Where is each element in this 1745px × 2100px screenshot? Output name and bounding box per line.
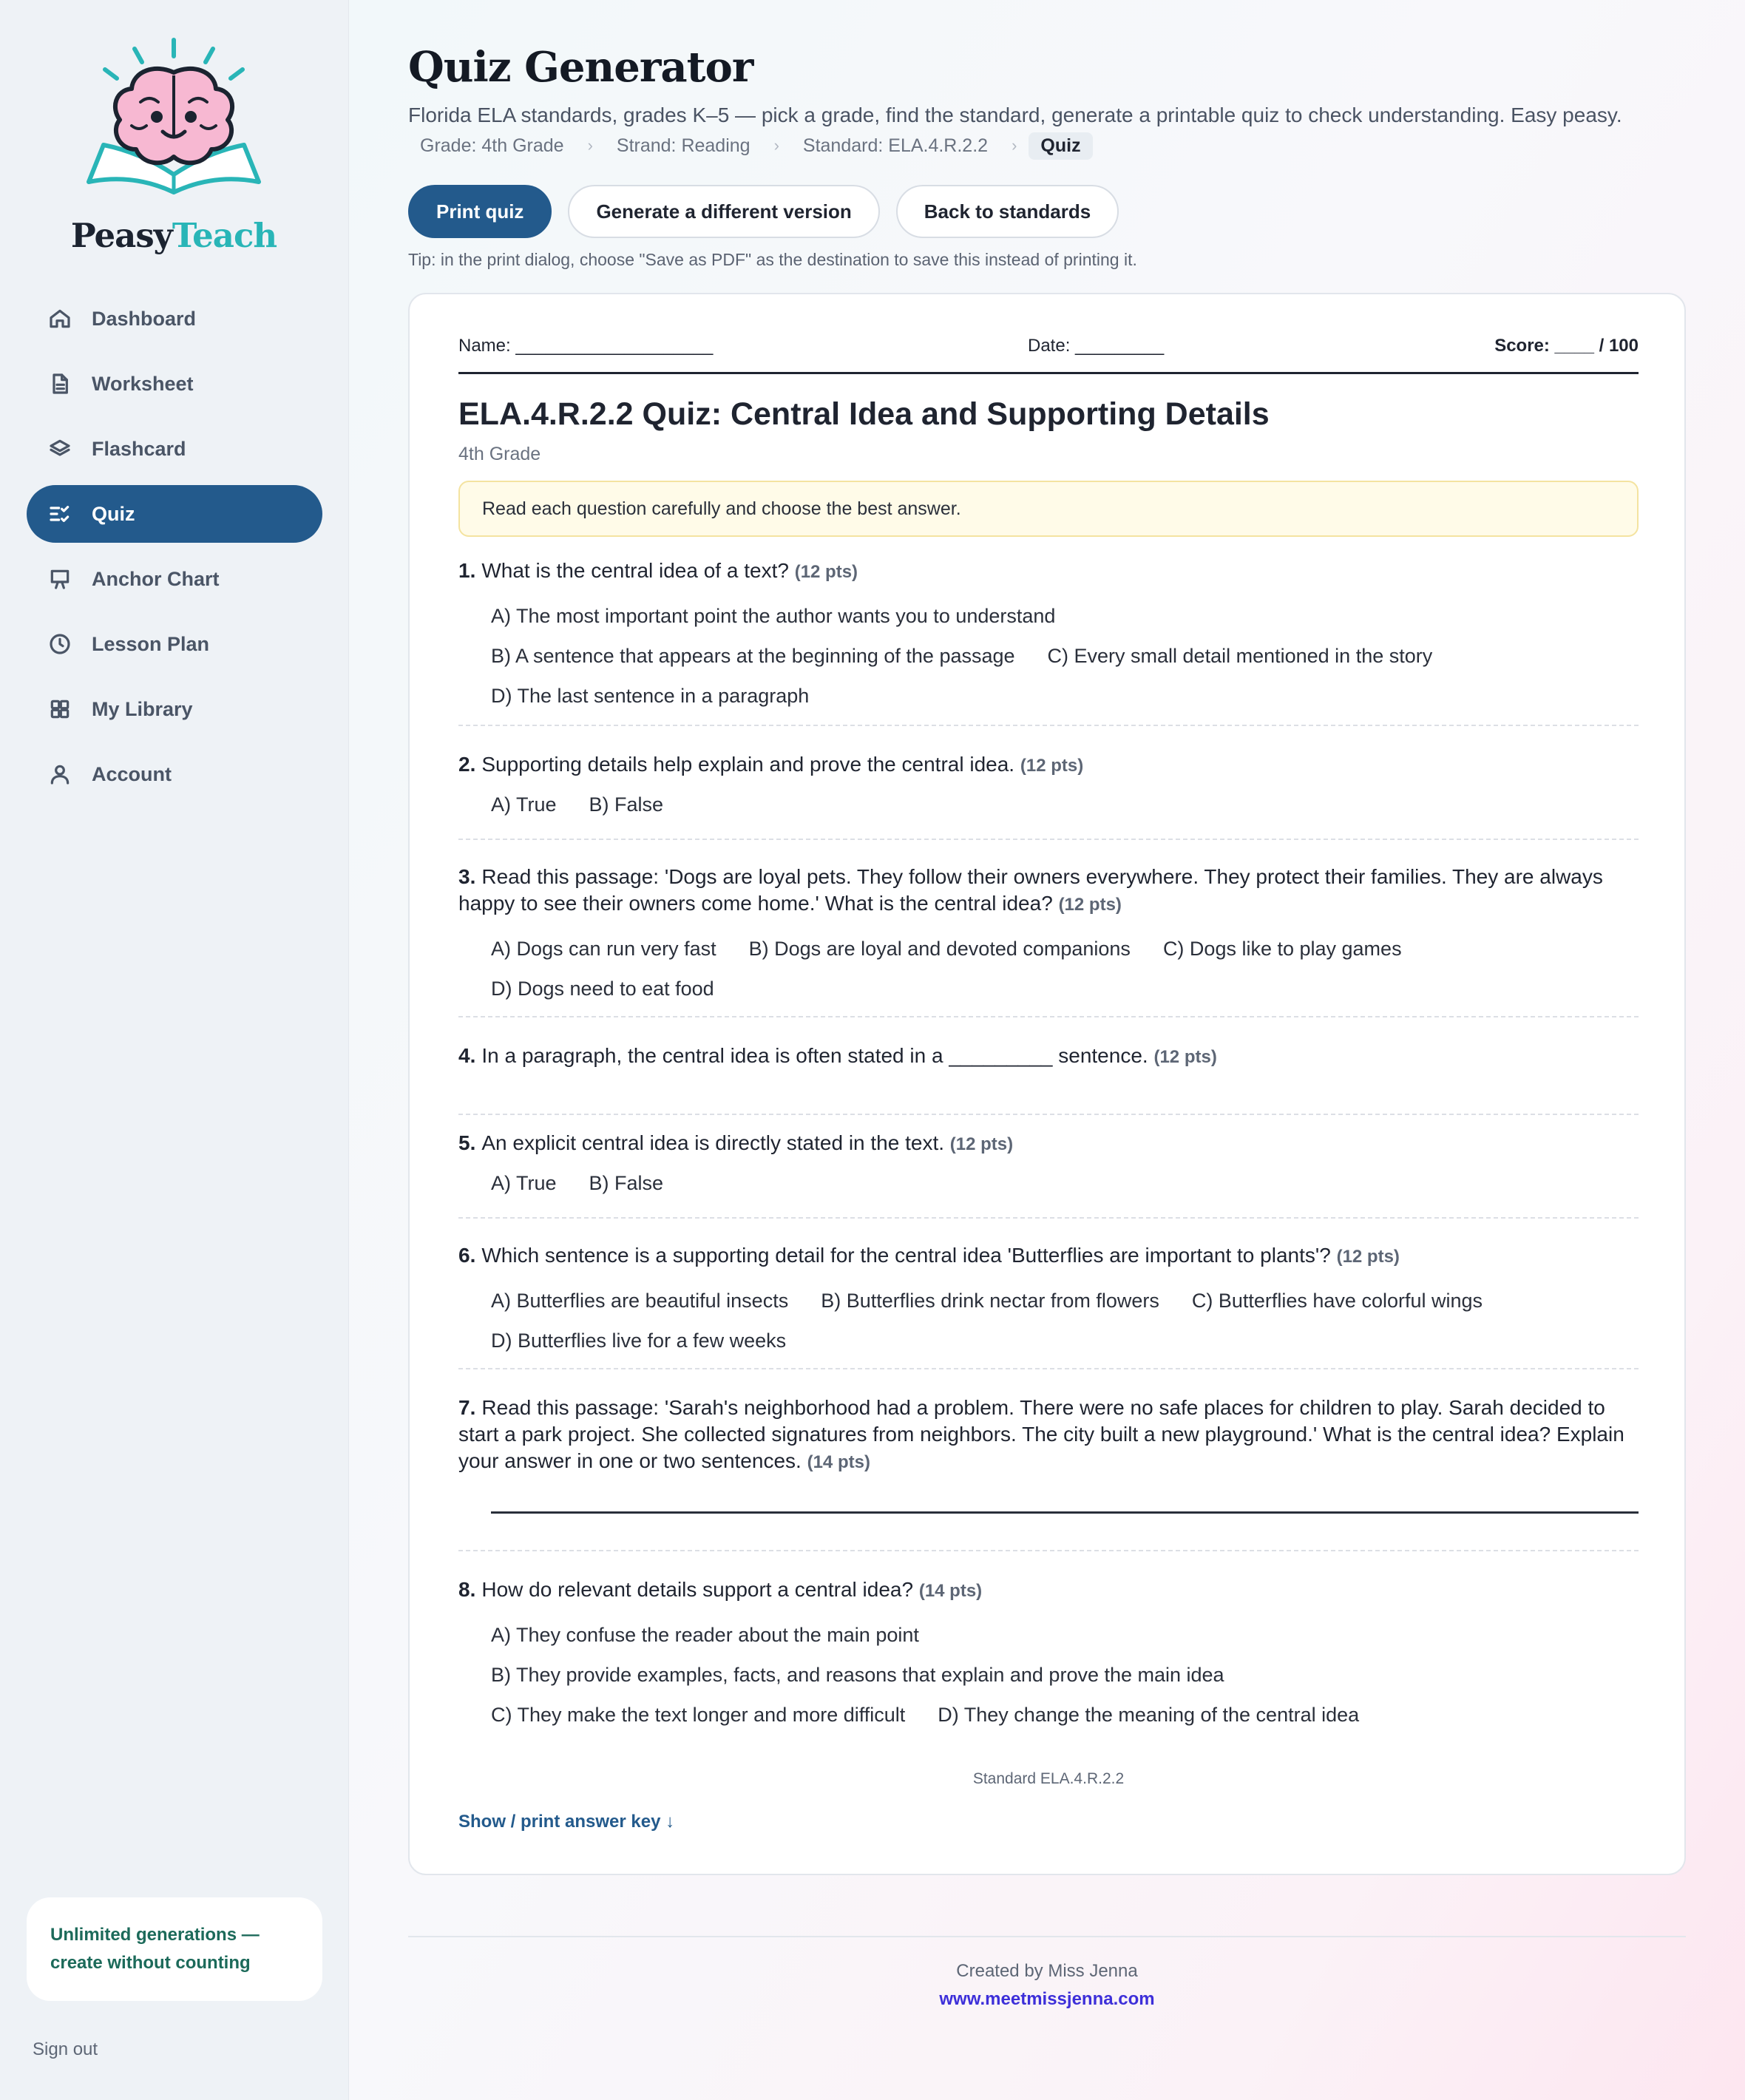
brain-book-icon — [67, 34, 281, 211]
question-2 — [458, 751, 1639, 840]
sidebar-item-quiz[interactable] — [27, 485, 322, 543]
question-text: 2. Supporting details help explain and prove the central idea. (12 pts) — [458, 753, 1084, 776]
page-title: Quiz Generator — [408, 43, 753, 92]
breadcrumb-grade[interactable]: Grade: 4th Grade — [420, 135, 564, 156]
score-field: Score: ____ / 100 — [1494, 336, 1639, 356]
option: A) True — [491, 1172, 557, 1194]
option: B) False — [589, 793, 664, 816]
chevron-right-icon: › — [1012, 136, 1017, 155]
option: A) Dogs can run very fast — [491, 938, 716, 960]
option: B) Butterflies drink nectar from flowers — [821, 1290, 1159, 1312]
options — [458, 1168, 1639, 1198]
sidebar-item-label: Account — [92, 762, 172, 785]
footer-credit: Created by Miss Jenna — [956, 1961, 1138, 1981]
back-to-standards-button[interactable]: Back to standards — [896, 185, 1119, 238]
option: A) The most important point the author wants you to understand — [491, 605, 1056, 627]
options — [458, 1615, 1582, 1735]
chevron-right-icon: › — [773, 136, 779, 155]
question-text: 3. Read this passage: 'Dogs are loyal pets. They follow their owners everywhere. They protect their families. They are always happy to see their owners come home.' What is the central idea? (12 pts) — [458, 865, 1603, 915]
unlimited-promo: Unlimited generations — create without counting — [27, 1897, 322, 2001]
sidebar-item-flashcard[interactable] — [27, 420, 322, 478]
question-7 — [458, 1395, 1639, 1551]
sidebar-item-account[interactable] — [27, 745, 322, 803]
name-field: Name: ____________________ — [458, 336, 714, 356]
option: C) They make the text longer and more difficult — [491, 1704, 906, 1726]
option: D) They change the meaning of the central idea — [938, 1704, 1360, 1726]
footer-website-link[interactable]: www.meetmissjenna.com — [939, 1989, 1155, 2009]
presentation-board-icon — [47, 566, 72, 592]
layers-icon — [47, 436, 72, 461]
quiz-card — [408, 293, 1686, 1875]
sidebar-item-label: Flashcard — [92, 437, 186, 460]
breadcrumb-current: Quiz — [1029, 132, 1092, 160]
quiz-instructions: Read each question carefully and choose the best answer. — [458, 481, 1639, 537]
option: B) Dogs are loyal and devoted companions — [748, 938, 1131, 960]
option: A) True — [491, 793, 557, 816]
options — [458, 790, 1639, 819]
breadcrumb-standard[interactable]: Standard: ELA.4.R.2.2 — [802, 135, 989, 156]
question-5 — [458, 1130, 1639, 1219]
sidebar — [0, 0, 349, 2100]
print-tip: Tip: in the print dialog, choose "Save as PDF" as the destination to save this instead of printing it. — [408, 250, 1137, 269]
question-text: 4. In a paragraph, the central idea is often stated in a _________ sentence. (12 pts) — [458, 1044, 1217, 1067]
question-text: 8. How do relevant details support a central idea? (14 pts) — [458, 1578, 983, 1601]
generate-different-version-button[interactable]: Generate a different version — [568, 185, 879, 238]
sidebar-item-dashboard[interactable] — [27, 290, 322, 348]
options — [458, 929, 1582, 1009]
sidebar-item-anchor-chart[interactable] — [27, 550, 322, 608]
option: A) Butterflies are beautiful insects — [491, 1290, 789, 1312]
home-icon — [47, 306, 72, 331]
page-subtitle: Florida ELA standards, grades K–5 — pick a grade, find the standard, generate a printable quiz to check understanding. Easy peasy. — [408, 104, 1622, 126]
question-text: 6. Which sentence is a supporting detail for the central idea 'Butterflies are important to plants'? (12 pts) — [458, 1244, 1400, 1267]
sidebar-item-label: Anchor Chart — [92, 567, 220, 590]
sidebar-item-my-library[interactable] — [27, 680, 322, 738]
checklist-icon — [47, 501, 72, 526]
sidebar-item-label: Lesson Plan — [92, 632, 210, 655]
chevron-right-icon: › — [587, 136, 593, 155]
question-text: 1. What is the central idea of a text? (12 pts) — [458, 559, 858, 582]
option: D) Butterflies live for a few weeks — [491, 1330, 787, 1352]
peasyteach-logo[interactable] — [67, 34, 281, 263]
option: A) They confuse the reader about the main point — [491, 1624, 919, 1646]
standard-footer: Standard ELA.4.R.2.2 — [972, 1770, 1125, 1787]
main-content — [349, 0, 1745, 2100]
brand-name: PeasyTeach — [70, 216, 277, 255]
sign-out-link[interactable]: Sign out — [33, 2039, 98, 2059]
document-icon — [47, 371, 72, 396]
answer-key-link[interactable]: Show / print answer key ↓ — [458, 1812, 675, 1832]
sidebar-item-lesson-plan[interactable] — [27, 615, 322, 673]
sidebar-nav — [27, 290, 322, 810]
quiz-title: ELA.4.R.2.2 Quiz: Central Idea and Supporting Details — [458, 396, 1270, 432]
question-3 — [458, 864, 1639, 1017]
option: C) Dogs like to play games — [1162, 938, 1402, 960]
question-text: 5. An explicit central idea is directly stated in the text. (12 pts) — [458, 1131, 1014, 1154]
sidebar-item-label: Quiz — [92, 502, 135, 525]
quiz-grade: 4th Grade — [458, 444, 541, 464]
sidebar-item-label: Dashboard — [92, 307, 197, 330]
print-quiz-button[interactable]: Print quiz — [408, 185, 552, 238]
option: B) False — [589, 1172, 664, 1194]
breadcrumb — [408, 132, 1093, 160]
user-icon — [47, 762, 72, 787]
question-text: 7. Read this passage: 'Sarah's neighborhood had a problem. There were no safe places for children to play. Sarah decided to start a park project. She collected signatures from neighbors. The city built a new playground.' What is the central idea? Explain your answer in one or two sentences. (14 pts) — [458, 1396, 1624, 1472]
question-6 — [458, 1242, 1639, 1369]
sidebar-item-label: My Library — [92, 697, 193, 720]
breadcrumb-strand[interactable]: Strand: Reading — [616, 135, 750, 156]
sidebar-item-worksheet[interactable] — [27, 355, 322, 413]
option: D) Dogs need to eat food — [491, 978, 714, 1000]
grid-icon — [47, 697, 72, 722]
clock-icon — [47, 631, 72, 657]
option: D) The last sentence in a paragraph — [491, 685, 810, 707]
action-buttons — [408, 185, 1119, 238]
option: C) Butterflies have colorful wings — [1191, 1290, 1483, 1312]
question-8 — [458, 1576, 1639, 1732]
option: B) A sentence that appears at the beginning of the passage — [491, 645, 1015, 667]
options — [458, 596, 1582, 716]
footer-divider — [408, 1936, 1686, 1937]
student-info-row — [458, 336, 1639, 374]
options — [458, 1281, 1582, 1361]
option: C) Every small detail mentioned in the story — [1047, 645, 1433, 667]
answer-line[interactable] — [491, 1511, 1639, 1514]
date-field: Date: _________ — [1028, 336, 1165, 356]
question-1 — [458, 558, 1639, 726]
question-4 — [458, 1043, 1639, 1115]
option: B) They provide examples, facts, and reasons that explain and prove the main idea — [491, 1664, 1224, 1686]
sidebar-item-label: Worksheet — [92, 372, 194, 395]
